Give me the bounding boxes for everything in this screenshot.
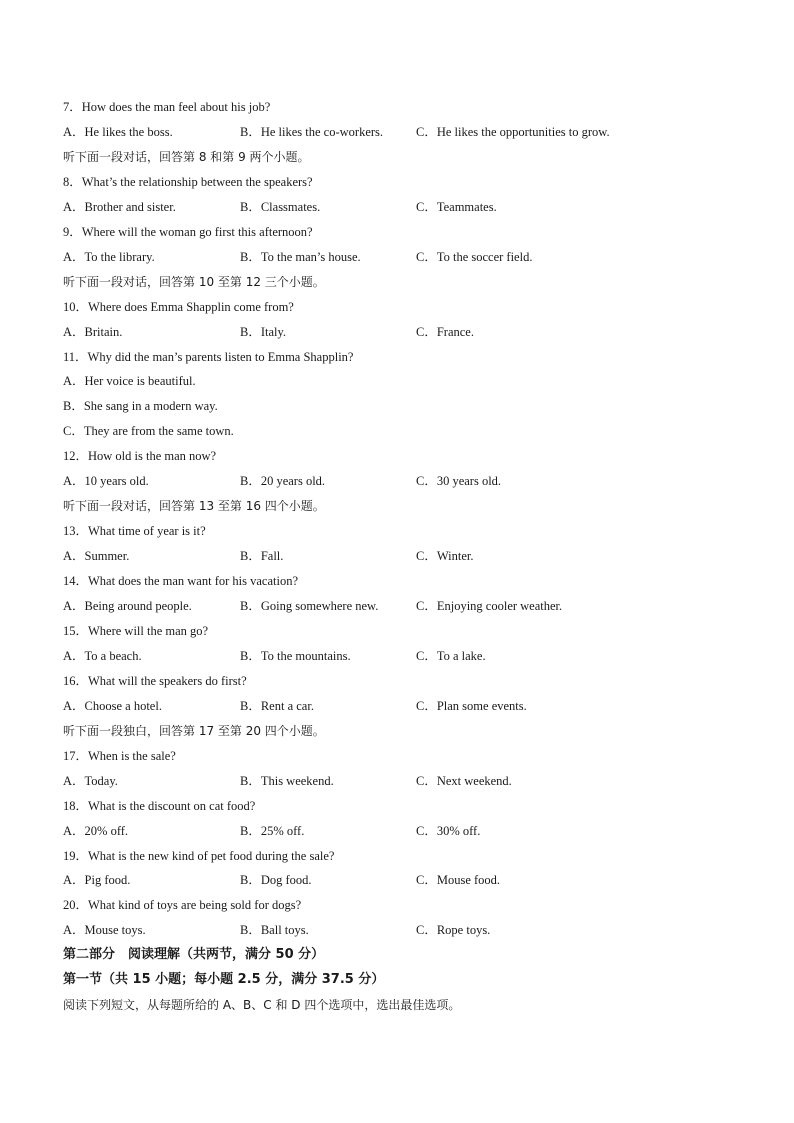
section-heading: 第二部分 阅读理解（共两节，满分 50 分） <box>63 947 325 963</box>
question-text: 14．What does the man want for his vacation? <box>63 574 298 589</box>
answer-option: B．Italy. <box>240 324 287 339</box>
section-instruction: 听下面一段对话，回答第 13 至第 16 四个小题。 <box>63 499 325 514</box>
section-instruction: 听下面一段对话，回答第 10 至第 12 三个小题。 <box>63 274 325 289</box>
answer-option: B．25% off. <box>240 823 305 838</box>
answer-option: B．Going somewhere new. <box>240 599 379 613</box>
answer-option: C．Rope toys. <box>416 923 491 938</box>
answer-option: C．Winter. <box>416 549 474 564</box>
question-text: A．Her voice is beautiful. <box>63 374 196 389</box>
question-text: C．They are from the same town. <box>63 424 234 439</box>
question-text: 16．What will the speakers do first? <box>63 673 247 688</box>
answer-option: A．Being around people. <box>63 599 192 613</box>
answer-option: C．30 years old. <box>416 474 502 489</box>
answer-option: B．To the mountains. <box>240 648 351 663</box>
answer-option: C．Teammates. <box>416 199 497 214</box>
answer-option: A．To a beach. <box>63 648 142 663</box>
answer-option: C．To a lake. <box>416 648 486 663</box>
answer-option: C．He likes the opportunities to grow. <box>416 124 610 139</box>
answer-option: A．Brother and sister. <box>63 199 176 214</box>
answer-option: A．To the library. <box>63 249 155 264</box>
answer-option: C．Enjoying cooler weather. <box>416 599 563 613</box>
question-text: 20．What kind of toys are being sold for dogs? <box>63 898 302 913</box>
answer-option: B．To the man’s house. <box>240 249 361 264</box>
answer-option: B．He likes the co-workers. <box>240 124 384 139</box>
question-text: 11．Why did the man’s parents listen to Emma Shapplin? <box>63 349 354 364</box>
answer-option: C．To the soccer field. <box>416 249 533 264</box>
question-text: 15．Where will the man go? <box>63 623 209 638</box>
answer-option: B．20 years old. <box>240 474 326 489</box>
question-text: 9．Where will the woman go first this afternoon? <box>63 224 313 239</box>
section-instruction: 阅读下列短文，从每题所给的 A、B、C 和 D 四个选项中，选出最佳选项。 <box>63 998 461 1013</box>
answer-option: B．This weekend. <box>240 773 334 788</box>
question-text: 18．What is the discount on cat food? <box>63 798 256 813</box>
answer-option: C．France. <box>416 324 474 339</box>
question-text: 12．How old is the man now? <box>63 449 217 464</box>
answer-option: A．10 years old. <box>63 474 149 489</box>
answer-option: B．Rent a car. <box>240 698 314 713</box>
answer-option: A．He likes the boss. <box>63 124 173 139</box>
answer-option: A．20% off. <box>63 823 129 838</box>
question-text: 7．How does the man feel about his job? <box>63 100 271 114</box>
question-text: 13．What time of year is it? <box>63 524 206 539</box>
question-text: 10．Where does Emma Shapplin come from? <box>63 299 294 314</box>
answer-option: B．Dog food. <box>240 873 312 888</box>
answer-option: A．Mouse toys. <box>63 923 146 938</box>
section-heading: 第一节（共 15 小题；每小题 2.5 分，满分 37.5 分） <box>63 972 385 988</box>
answer-option: C．Next weekend. <box>416 773 512 788</box>
answer-option: C．Mouse food. <box>416 873 501 888</box>
section-instruction: 听下面一段对话，回答第 8 和第 9 两个小题。 <box>63 149 310 164</box>
section-instruction: 听下面一段独白，回答第 17 至第 20 四个小题。 <box>63 723 325 738</box>
answer-option: A．Summer. <box>63 549 130 564</box>
question-text: 19．What is the new kind of pet food during the sale? <box>63 848 335 863</box>
answer-option: B．Ball toys. <box>240 923 309 938</box>
answer-option: C．30% off. <box>416 823 481 838</box>
answer-option: A．Today. <box>63 773 118 788</box>
answer-option: C．Plan some events. <box>416 698 527 713</box>
answer-option: A．Pig food. <box>63 873 131 888</box>
answer-option: A．Choose a hotel. <box>63 698 162 713</box>
question-text: B．She sang in a modern way. <box>63 399 218 414</box>
question-text: 17．When is the sale? <box>63 748 176 763</box>
answer-option: B．Classmates. <box>240 199 321 214</box>
question-text: 8．What’s the relationship between the speakers? <box>63 174 313 189</box>
answer-option: A．Britain. <box>63 324 123 339</box>
answer-option: B．Fall. <box>240 549 284 564</box>
